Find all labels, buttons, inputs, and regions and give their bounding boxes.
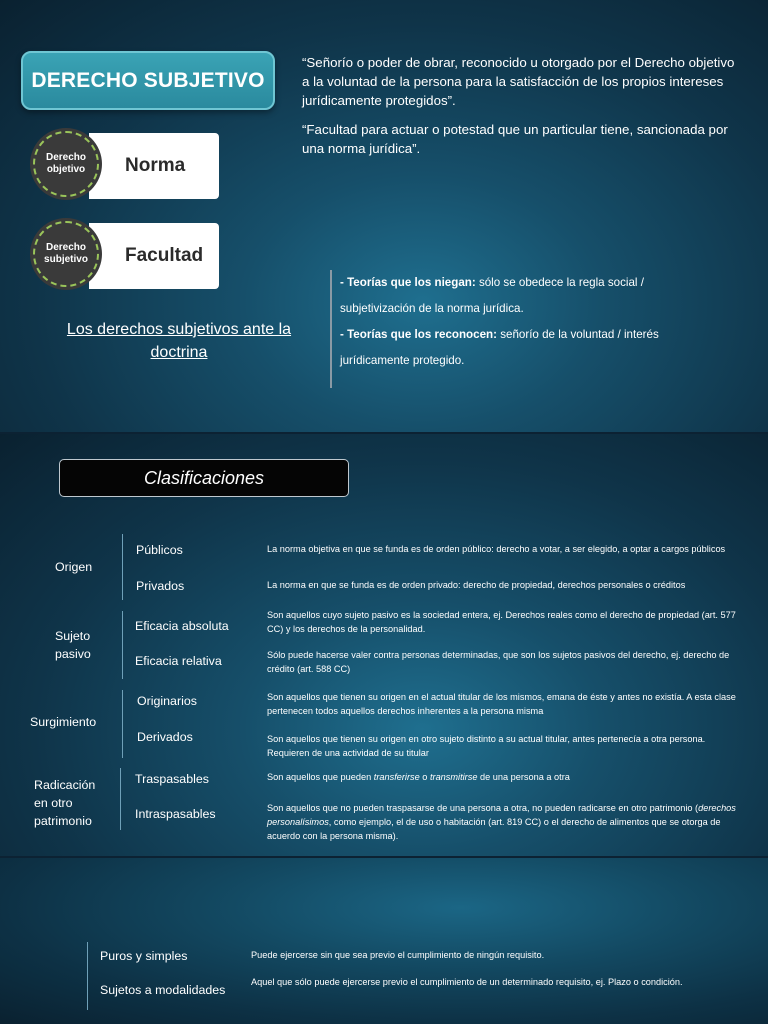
item-desc-sujetos-modalidades: Aquel que sólo puede ejercerse previo el cumplimiento de un determinado requisito, ej. Plazo o condición. bbox=[251, 977, 683, 987]
item-desc-eficacia-relativa: Sólo puede hacerse valer contra personas determinadas, que son los sujetos pasivos del derecho, ej. derecho de crédito (art. 588 CC) bbox=[267, 650, 730, 674]
item-label-originarios: Originarios bbox=[137, 694, 197, 708]
circle-derecho-subjetivo: Derecho subjetivo bbox=[33, 221, 99, 287]
pair-norma bbox=[33, 133, 221, 201]
item-label-traspasables: Traspasables bbox=[135, 772, 209, 786]
item-desc-intraspasables bbox=[267, 801, 747, 843]
item-label-eficacia-absoluta: Eficacia absoluta bbox=[135, 619, 229, 633]
theory-accept bbox=[340, 322, 680, 374]
desc-text: Son aquellos que pueden bbox=[267, 772, 374, 782]
theory-deny-lead: - Teorías que los niegan: bbox=[340, 276, 476, 289]
quote-definition-2: “Facultad para actuar o potestad que un particular tiene, sancionada por una norma jurídica”. bbox=[302, 122, 728, 156]
desc-emphasis: transmitirse bbox=[429, 772, 478, 782]
slide-clasificaciones bbox=[0, 434, 768, 856]
group-brace-origen bbox=[122, 534, 123, 600]
item-desc-derivados: Son aquellos que tienen su origen en otro sujeto distinto a su actual titular, antes pertenecía a otra persona. Requieren de una actividad de su titular bbox=[267, 734, 706, 758]
item-desc-privados: La norma en que se funda es de orden privado: derecho de propiedad, derechos personales o créditos bbox=[267, 580, 686, 590]
theory-deny bbox=[340, 270, 680, 322]
item-label-puros-simples: Puros y simples bbox=[100, 949, 188, 963]
card-norma: Norma bbox=[89, 133, 219, 199]
desc-emphasis: derechos personalísimos bbox=[267, 803, 736, 827]
slide-title: DERECHO SUBJETIVO bbox=[21, 51, 275, 110]
circle-derecho-objetivo: Derecho objetivo bbox=[33, 131, 99, 197]
item-label-sujetos-modalidades: Sujetos a modalidades bbox=[100, 983, 226, 997]
group-brace-modalidades bbox=[87, 942, 88, 1010]
doctrine-heading: Los derechos subjetivos ante la doctrina bbox=[66, 321, 292, 361]
theories-list bbox=[330, 270, 680, 388]
slide-derecho-subjetivo bbox=[0, 0, 768, 432]
item-desc-originarios: Son aquellos que tienen su origen en el actual titular de los mismos, emana de éste y antes no existía. A esta clase pertenecen todos aquellos derechos inherentes a la persona misma bbox=[267, 692, 736, 716]
item-desc-puros-simples: Puede ejercerse sin que sea previo el cumplimiento de ningún requisito. bbox=[251, 950, 545, 960]
card-facultad: Facultad bbox=[89, 223, 219, 289]
item-label-eficacia-relativa: Eficacia relativa bbox=[135, 654, 222, 668]
desc-emphasis: transferirse bbox=[373, 772, 420, 782]
group-brace-sujeto-pasivo bbox=[122, 611, 123, 679]
theory-accept-lead: - Teorías que los reconocen: bbox=[340, 328, 497, 341]
group-label-origen: Origen bbox=[55, 560, 93, 574]
desc-text: Son aquellos que no pueden traspasarse de una persona a otra, no pueden radicarse en otro patrimonio ( bbox=[267, 803, 699, 813]
group-brace-surgimiento bbox=[122, 690, 123, 758]
item-label-publicos: Públicos bbox=[136, 543, 183, 557]
item-desc-publicos: La norma objetiva en que se funda es de orden público: derecho a votar, a ser elegido, a optar a cargos públicos bbox=[267, 544, 726, 554]
group-brace-radicacion bbox=[120, 768, 121, 830]
group-label-surgimiento: Surgimiento bbox=[30, 715, 97, 729]
group-label-sujeto-pasivo: Sujeto pasivo bbox=[55, 629, 91, 661]
group-label-radicacion: Radicación en otro patrimonio bbox=[34, 778, 96, 828]
item-label-privados: Privados bbox=[136, 579, 185, 593]
theory-deny-text: sólo se obedece la regla social / subjetivización de la norma jurídica. bbox=[340, 276, 644, 315]
desc-text: o bbox=[419, 772, 430, 782]
item-label-derivados: Derivados bbox=[137, 730, 193, 744]
item-desc-eficacia-absoluta: Son aquellos cuyo sujeto pasivo es la sociedad entera, ej. Derechos reales como el derecho de propiedad (art. 577 CC) y los derechos de la personalidad. bbox=[267, 610, 736, 634]
quote-definition-1: “Señorío o poder de obrar, reconocido u otorgado por el Derecho objetivo a la voluntad de la persona para la satisfacción de los propios intereses jurídicamente protegidos”. bbox=[302, 55, 735, 108]
theory-accept-text: señorío de la voluntad / interés jurídicamente protegido. bbox=[340, 328, 659, 367]
slide-modalidades bbox=[0, 858, 768, 1024]
desc-text: de una persona a otra bbox=[477, 772, 570, 782]
item-desc-traspasables bbox=[267, 770, 747, 784]
item-label-intraspasables: Intraspasables bbox=[135, 807, 216, 821]
clasificaciones-title: Clasificaciones bbox=[59, 459, 349, 497]
desc-text: , como ejemplo, el de uso o habitación (art. 819 CC) o el derecho de alimentos que se otorga de acuerdo con la persona misma). bbox=[267, 817, 721, 841]
pair-facultad bbox=[33, 223, 221, 291]
